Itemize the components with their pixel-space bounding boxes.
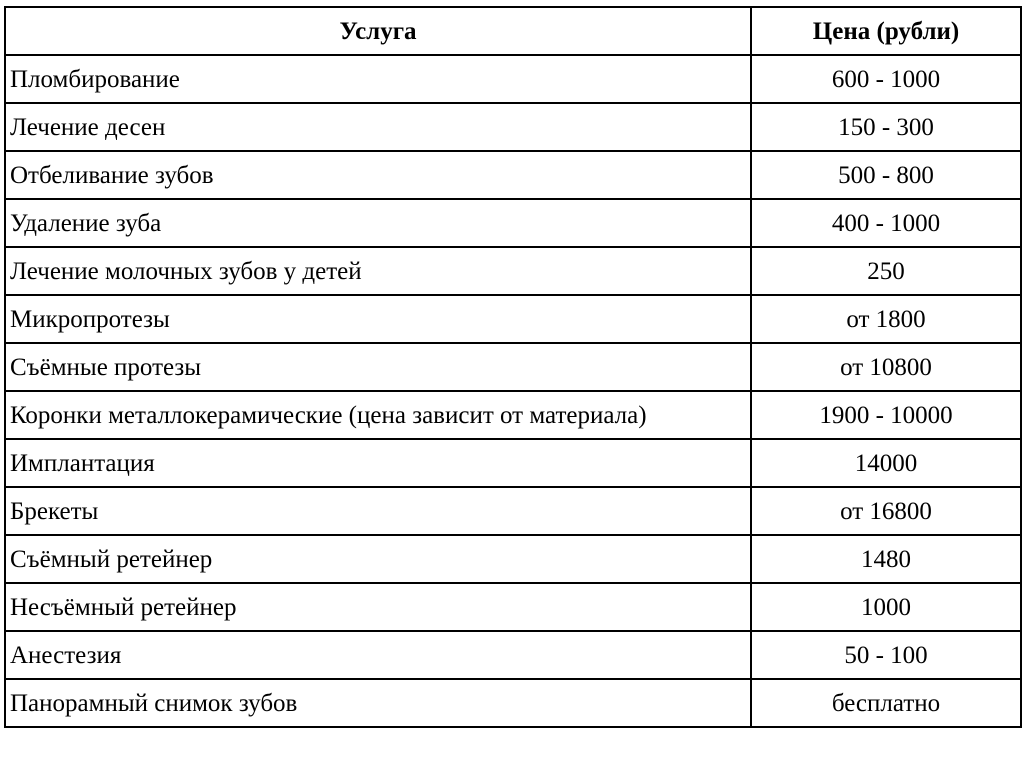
price-cell: от 1800 [751, 295, 1021, 343]
service-cell: Брекеты [5, 487, 751, 535]
column-header-price: Цена (рубли) [751, 7, 1021, 55]
price-cell: 150 - 300 [751, 103, 1021, 151]
price-cell: от 10800 [751, 343, 1021, 391]
service-cell: Отбеливание зубов [5, 151, 751, 199]
table-row [5, 487, 1021, 535]
service-cell: Лечение десен [5, 103, 751, 151]
service-cell: Съёмные протезы [5, 343, 751, 391]
service-cell: Коронки металлокерамические (цена зависит от материала) [5, 391, 751, 439]
table-row [5, 439, 1021, 487]
table-row [5, 199, 1021, 247]
table-row [5, 631, 1021, 679]
price-cell: 14000 [751, 439, 1021, 487]
table-row [5, 103, 1021, 151]
service-cell: Микропротезы [5, 295, 751, 343]
table-row [5, 391, 1021, 439]
price-cell: 250 [751, 247, 1021, 295]
table-row [5, 679, 1021, 727]
price-cell: 500 - 800 [751, 151, 1021, 199]
service-cell: Имплантация [5, 439, 751, 487]
service-cell: Панорамный снимок зубов [5, 679, 751, 727]
service-cell: Несъёмный ретейнер [5, 583, 751, 631]
service-cell: Анестезия [5, 631, 751, 679]
service-cell: Лечение молочных зубов у детей [5, 247, 751, 295]
price-cell: 1000 [751, 583, 1021, 631]
service-cell: Съёмный ретейнер [5, 535, 751, 583]
price-cell: 600 - 1000 [751, 55, 1021, 103]
service-cell: Удаление зуба [5, 199, 751, 247]
price-cell: 1480 [751, 535, 1021, 583]
table-row [5, 583, 1021, 631]
service-cell: Пломбирование [5, 55, 751, 103]
table-row [5, 151, 1021, 199]
table-row [5, 55, 1021, 103]
table-row [5, 295, 1021, 343]
table-header-row [5, 7, 1021, 55]
price-table [4, 6, 1022, 728]
column-header-service: Услуга [5, 7, 751, 55]
price-cell: 1900 - 10000 [751, 391, 1021, 439]
price-cell: от 16800 [751, 487, 1021, 535]
table-row [5, 247, 1021, 295]
price-cell: 50 - 100 [751, 631, 1021, 679]
price-cell: 400 - 1000 [751, 199, 1021, 247]
table-row [5, 535, 1021, 583]
price-cell: бесплатно [751, 679, 1021, 727]
table-row [5, 343, 1021, 391]
